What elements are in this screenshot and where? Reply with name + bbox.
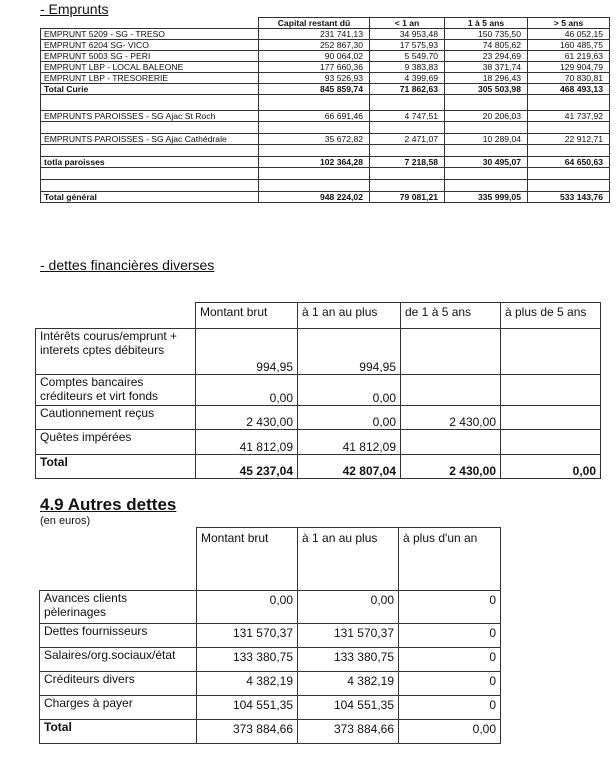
cell-value (501, 375, 601, 406)
autres-dettes-subtitle: (en euros) (40, 515, 91, 527)
subtotal-row (41, 157, 610, 168)
row-label: EMPRUNT LBP - LOCAL BALEONE (41, 62, 259, 73)
cell-value (401, 430, 501, 455)
row-label: EMPRUNT 6204 SG- VICO (41, 40, 259, 51)
row-label: EMPRUNTS PAROISSES - SG Ajac Cathédrale (41, 134, 259, 145)
autres-dettes-table (39, 527, 501, 744)
cell-value: 994,95 (298, 329, 401, 375)
column-header: à 1 an au plus (298, 303, 401, 329)
total-row (41, 192, 610, 203)
cell-value: 4 747,51 (370, 111, 445, 122)
empty-row (41, 180, 610, 192)
cell-value: 74 805,62 (445, 40, 528, 51)
cell-value: 41 812,09 (298, 430, 401, 455)
cell-value: 252 867,30 (259, 40, 370, 51)
row-label: Créditeurs divers (40, 672, 197, 696)
cell-value: 46 052,15 (528, 29, 610, 40)
cell-value (401, 375, 501, 406)
emprunts-title: - Emprunts (40, 1, 109, 17)
cell-value: 23 294,69 (445, 51, 528, 62)
row-label: Avances clients pèlerinages (40, 591, 197, 624)
cell-value: 71 862,63 (370, 84, 445, 95)
cell-value: 0,00 (399, 720, 501, 744)
cell-value (501, 329, 601, 375)
row-label: Total général (41, 192, 259, 203)
cell-value: 18 296,43 (445, 73, 528, 84)
cell-value: 160 485,75 (528, 40, 610, 51)
cell-value: 42 807,04 (298, 455, 401, 479)
cell-value: 5 549,70 (370, 51, 445, 62)
row-label: Dettes fournisseurs (40, 624, 197, 648)
table-row (41, 51, 610, 62)
cell-value: 17 575,93 (370, 40, 445, 51)
cell-value (501, 406, 601, 430)
cell-value: 61 219,63 (528, 51, 610, 62)
cell-value: 0,00 (196, 375, 298, 406)
total-row (41, 84, 610, 95)
column-header: Capital restant dû (259, 18, 370, 29)
table-header-row (36, 303, 601, 329)
cell-value: 0,00 (298, 375, 401, 406)
column-header: à plus de 5 ans (501, 303, 601, 329)
row-label: Intérêts courus/emprunt + interets cptes débiteurs (36, 329, 196, 375)
table-row (40, 591, 501, 624)
column-header: Montant brut (197, 528, 298, 591)
cell-value: 150 735,50 (445, 29, 528, 40)
row-label: EMPRUNT 5209 - SG - TRESO (41, 29, 259, 40)
empty-row (41, 168, 610, 180)
cell-value: 131 570,37 (298, 624, 399, 648)
row-label: Cautionnement reçus (36, 406, 196, 430)
table-row (40, 648, 501, 672)
cell-value: 41 812,09 (196, 430, 298, 455)
row-label: Total (36, 455, 196, 479)
cell-value: 335 999,05 (445, 192, 528, 203)
cell-value: 0,00 (298, 406, 401, 430)
table-row (40, 624, 501, 648)
cell-value: 45 237,04 (196, 455, 298, 479)
cell-value: 0 (399, 591, 501, 624)
column-header: 1 à 5 ans (445, 18, 528, 29)
cell-value: 994,95 (196, 329, 298, 375)
cell-value: 133 380,75 (298, 648, 399, 672)
cell-value: 2 430,00 (196, 406, 298, 430)
dettes-financieres-title: - dettes financières diverses (40, 257, 215, 273)
cell-value: 34 953,48 (370, 29, 445, 40)
autres-dettes-title: 4.9 Autres dettes (40, 495, 177, 514)
cell-value: 0 (399, 696, 501, 720)
row-label: totla paroisses (41, 157, 259, 168)
cell-value: 104 551,35 (298, 696, 399, 720)
cell-value (501, 430, 601, 455)
cell-value: 93 526,93 (259, 73, 370, 84)
cell-value: 2 430,00 (401, 455, 501, 479)
row-label: Quêtes impérées (36, 430, 196, 455)
row-label: EMPRUNT 5003 SG - PERI (41, 51, 259, 62)
cell-value: 373 884,66 (298, 720, 399, 744)
row-label: Salaires/org.sociaux/état (40, 648, 197, 672)
table-row (41, 29, 610, 40)
column-header: de 1 à 5 ans (401, 303, 501, 329)
column-header: à 1 an au plus (298, 528, 399, 591)
cell-value (401, 329, 501, 375)
table-row (36, 430, 601, 455)
cell-value: 0,00 (197, 591, 298, 624)
cell-value: 0 (399, 648, 501, 672)
cell-value: 133 380,75 (197, 648, 298, 672)
cell-value: 79 081,21 (370, 192, 445, 203)
cell-value: 102 364,28 (259, 157, 370, 168)
cell-value: 305 503,98 (445, 84, 528, 95)
column-header: > 5 ans (528, 18, 610, 29)
table-row (41, 40, 610, 51)
cell-value: 4 399,69 (370, 73, 445, 84)
column-header: < 1 an (370, 18, 445, 29)
cell-value: 533 143,76 (528, 192, 610, 203)
cell-value: 948 224,02 (259, 192, 370, 203)
table-row (41, 73, 610, 84)
cell-value: 4 382,19 (298, 672, 399, 696)
row-label: Comptes bancaires créditeurs et virt fonds (36, 375, 196, 406)
emprunts-table (40, 17, 610, 203)
cell-value: 90 064,02 (259, 51, 370, 62)
column-header: à plus d'un an (399, 528, 501, 591)
cell-value: 4 382,19 (197, 672, 298, 696)
table-row (36, 329, 601, 375)
cell-value: 0 (399, 624, 501, 648)
cell-value: 231 741,13 (259, 29, 370, 40)
cell-value: 2 471,07 (370, 134, 445, 145)
cell-value: 20 206,03 (445, 111, 528, 122)
empty-row (41, 122, 610, 134)
table-row (41, 62, 610, 73)
column-header: Montant brut (196, 303, 298, 329)
table-header-row (41, 18, 610, 29)
cell-value: 0 (399, 672, 501, 696)
cell-value: 41 737,92 (528, 111, 610, 122)
cell-value: 7 218,58 (370, 157, 445, 168)
table-row (41, 111, 610, 122)
row-label: EMPRUNTS PAROISSES - SG Ajac St Roch (41, 111, 259, 122)
cell-value: 373 884,66 (197, 720, 298, 744)
row-label: Total (40, 720, 197, 744)
cell-value: 66 691,46 (259, 111, 370, 122)
cell-value: 131 570,37 (197, 624, 298, 648)
table-row (36, 406, 601, 430)
cell-value: 845 859,74 (259, 84, 370, 95)
cell-value: 22 912,71 (528, 134, 610, 145)
cell-value: 70 830,81 (528, 73, 610, 84)
row-label: Charges à payer (40, 696, 197, 720)
cell-value: 38 371,74 (445, 62, 528, 73)
table-row (40, 696, 501, 720)
cell-value: 30 495,07 (445, 157, 528, 168)
table-row (36, 375, 601, 406)
cell-value: 104 551,35 (197, 696, 298, 720)
cell-value: 2 430,00 (401, 406, 501, 430)
cell-value: 9 383,83 (370, 62, 445, 73)
table-header-row (40, 528, 501, 591)
empty-row (41, 95, 610, 111)
cell-value: 0,00 (501, 455, 601, 479)
total-row (36, 455, 601, 479)
cell-value: 129 904,79 (528, 62, 610, 73)
cell-value: 468 493,13 (528, 84, 610, 95)
cell-value: 35 672,82 (259, 134, 370, 145)
cell-value: 177 660,36 (259, 62, 370, 73)
cell-value: 0,00 (298, 591, 399, 624)
dettes-financieres-table (35, 302, 601, 479)
empty-row (41, 145, 610, 157)
total-row (40, 720, 501, 744)
table-row (40, 672, 501, 696)
cell-value: 10 289,04 (445, 134, 528, 145)
row-label: Total Curie (41, 84, 259, 95)
row-label: EMPRUNT LBP - TRESORERIE (41, 73, 259, 84)
cell-value: 64 650,63 (528, 157, 610, 168)
table-row (41, 134, 610, 145)
